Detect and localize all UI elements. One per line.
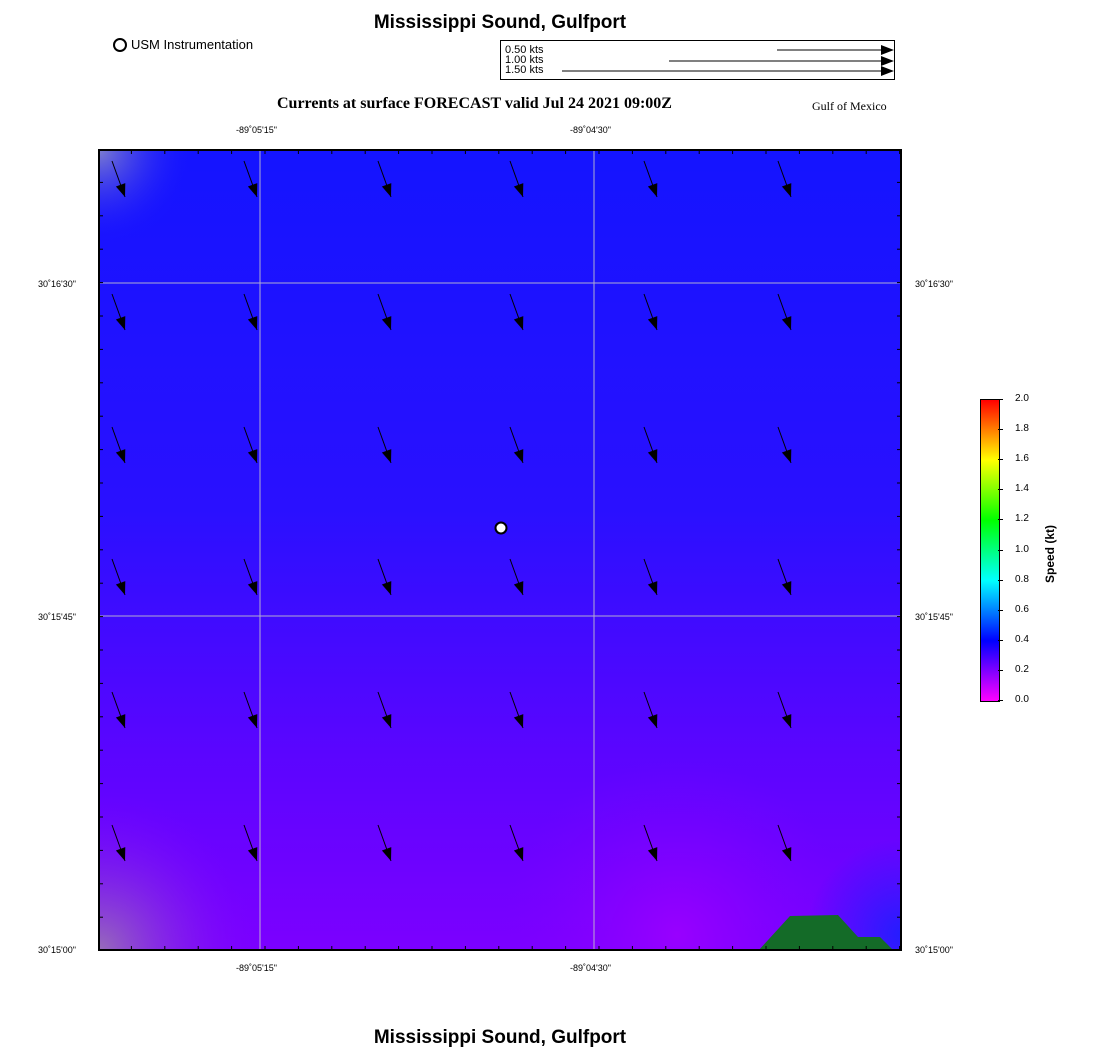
lat-tick-right-2: 30˚15'45" (915, 612, 953, 622)
lon-tick-top-1: -89˚05'15" (236, 125, 277, 135)
colorbar-tick-label: 1.0 (1015, 543, 1029, 555)
vector-scale-legend (500, 40, 895, 80)
colorbar-tick-label: 0.2 (1015, 663, 1029, 675)
lat-tick-left-3: 30˚15'00" (38, 945, 76, 955)
station-circle-icon (113, 38, 127, 52)
lat-tick-left-2: 30˚15'45" (38, 612, 76, 622)
colorbar-tick-label: 1.4 (1015, 483, 1029, 495)
colorbar-tick-mark (998, 429, 1003, 430)
colorbar-title: Speed (kt) (1043, 524, 1057, 583)
colorbar-tick-label: 1.8 (1015, 423, 1029, 435)
colorbar-tick-label: 0.4 (1015, 633, 1029, 645)
colorbar-tick-mark (998, 670, 1003, 671)
lat-tick-left-1: 30˚16'30" (38, 279, 76, 289)
colorbar-tick-label: 0.0 (1015, 694, 1029, 705)
scale-arrows (501, 41, 894, 79)
region-label: Gulf of Mexico (812, 99, 887, 113)
colorbar-tick-mark (998, 700, 1003, 701)
scale-arrowhead-050 (881, 45, 894, 55)
scale-arrowhead-150 (881, 66, 894, 76)
station-legend (113, 37, 253, 52)
forecast-subtitle: Currents at surface FORECAST valid Jul 24 2021 09:00Z (277, 95, 672, 112)
colorbar-tick-label: 1.6 (1015, 453, 1029, 465)
scale-arrowhead-100 (881, 56, 894, 66)
colorbar-tick-label: 1.2 (1015, 513, 1029, 525)
speed-colorbar (980, 399, 1000, 702)
station-circle-icon[interactable] (496, 523, 507, 534)
current-map[interactable] (98, 149, 902, 951)
lat-tick-right-3: 30˚15'00" (915, 945, 953, 955)
lon-tick-bottom-1: -89˚05'15" (236, 963, 277, 973)
station-legend-label: USM Instrumentation (131, 37, 254, 52)
lon-tick-bottom-2: -89˚04'30" (570, 963, 611, 973)
colorbar-tick-mark (998, 610, 1003, 611)
scale-label-150: 1.50 kts (505, 64, 544, 76)
scale-label-100: 1.00 kts (505, 54, 544, 66)
colorbar-tick-label: 0.6 (1015, 603, 1029, 615)
colorbar-tick-mark (998, 640, 1003, 641)
colorbar-tick-label: 2.0 (1015, 393, 1029, 404)
colorbar-tick-mark (998, 580, 1003, 581)
footer-title: Mississippi Sound, Gulfport (373, 1027, 627, 1048)
lat-tick-right-1: 30˚16'30" (915, 279, 953, 289)
map-title: Mississippi Sound, Gulfport (373, 12, 627, 33)
scale-label-050: 0.50 kts (505, 44, 544, 56)
colorbar-tick-mark (998, 489, 1003, 490)
colorbar-tick-mark (998, 519, 1003, 520)
lon-tick-top-2: -89˚04'30" (570, 125, 611, 135)
colorbar-tick-mark (998, 459, 1003, 460)
colorbar-tick-mark (998, 550, 1003, 551)
colorbar-tick-mark (998, 399, 1003, 400)
map-canvas (98, 149, 902, 951)
colorbar-tick-label: 0.8 (1015, 573, 1029, 585)
shade-bottom-right (98, 149, 902, 951)
